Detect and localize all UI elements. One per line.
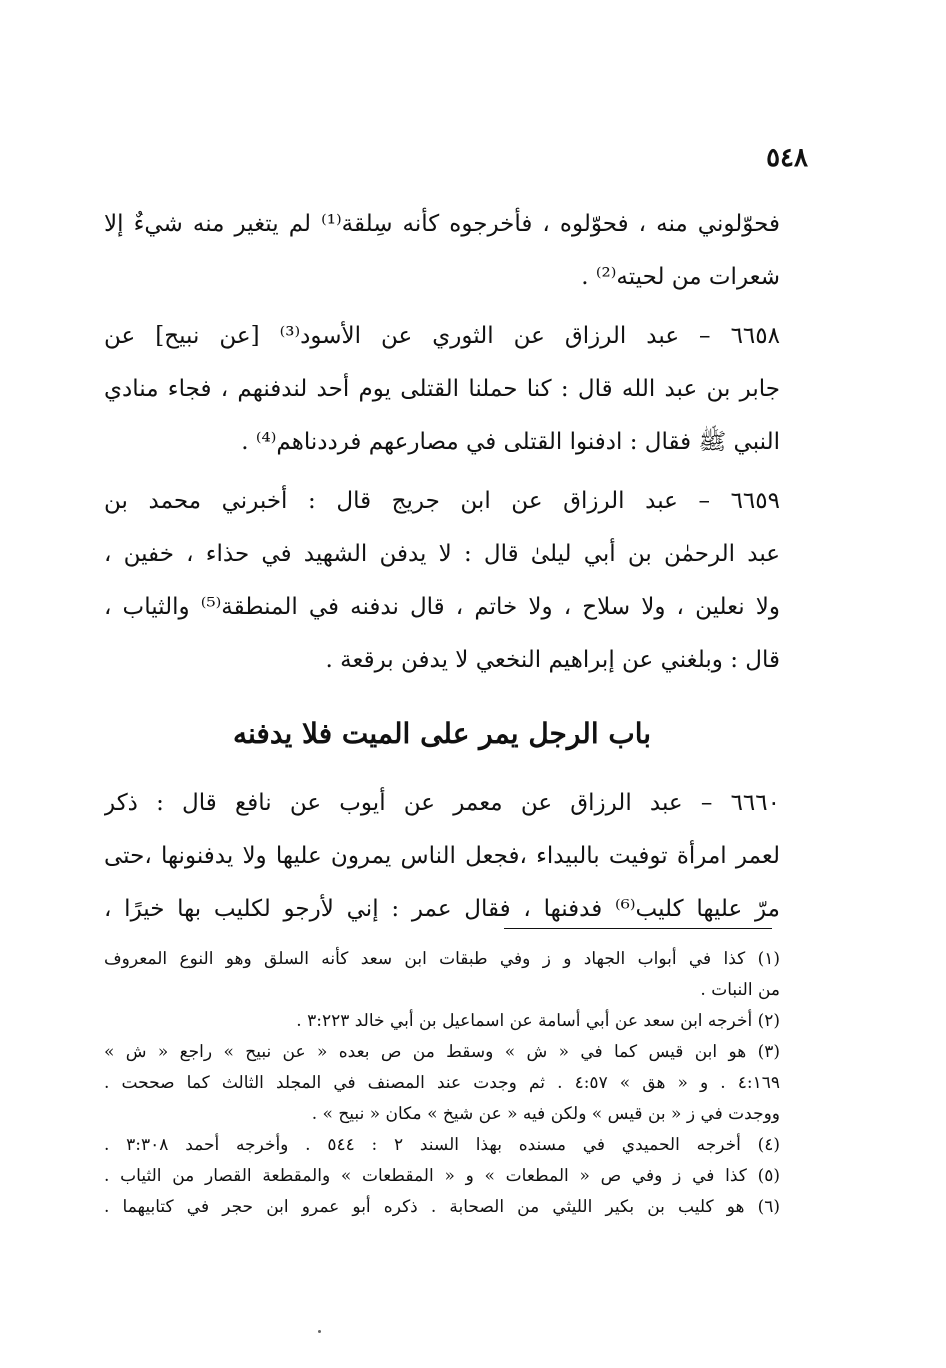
section-heading: باب الرجل يمر على الميت فلا يدفنه bbox=[232, 717, 652, 750]
footnote-2: (٢) أخرجه ابن سعد عن أبي أسامة عن اسماعيل بن أبي خالد ٣:٢٢٣ . bbox=[296, 1011, 780, 1031]
text-line: ولا نعلين ، ولا سلاح ، ولا خاتم ، قال ندفنه في المنطقة⁽⁵⁾ والثياب ، bbox=[104, 594, 780, 620]
footnotes bbox=[104, 944, 780, 1223]
page-number: ٥٤٨ bbox=[766, 143, 808, 173]
text-line: مرّ عليها كليب⁽⁶⁾ فدفنها ، فقال عمر : إني لأرجو لكليب بها خيرًا ، bbox=[104, 896, 780, 922]
footnote-line: ٤:١٦٩ . و « هق » ٤:٥٧ . ثم وجدت عند المصنف في المجلد الثالث كما صححت . bbox=[104, 1073, 780, 1093]
hadith-6659: ٦٦٥٩ – عبد الرزاق عن ابن جريج قال : أخبرني محمد بن bbox=[104, 488, 780, 514]
footnote-3: (٣) هو ابن قيس كما في « ش » وسقط من ص بعده « عن نبيح » راجع « ش » bbox=[104, 1042, 780, 1062]
footnote-line: ووجدت في ز « بن قيس » ولكن فيه « عن شيخ » مكان « نبيح » . bbox=[311, 1104, 780, 1124]
hadith-6658: ٦٦٥٨ – عبد الرزاق عن الثوري عن الأسود⁽³⁾ [عن نبيح] عن bbox=[104, 323, 780, 349]
hadith-6660: ٦٦٦٠ – عبد الرزاق عن معمر عن أيوب عن نافع قال : ذكر bbox=[104, 790, 780, 816]
footnote-divider bbox=[504, 928, 772, 929]
footnote-4: (٤) أخرجه الحميدي في مسنده بهذا السند ٢ : ٥٤٤ . وأخرجه أحمد ٣:٣٠٨ . bbox=[104, 1135, 780, 1155]
text-line: النبي ﷺ فقال : ادفنوا القتلى في مصارعهم فرددناهم⁽⁴⁾ . bbox=[241, 429, 780, 455]
text-line: شعرات من لحيته⁽²⁾ . bbox=[581, 264, 780, 290]
print-speck bbox=[318, 1330, 321, 1333]
footnote-line: من النبات . bbox=[700, 980, 780, 1000]
footnote-5: (٥) كذا في ز وفي ص « المطعات » و « المقطعات » والمقطعة القصار من الثياب . bbox=[104, 1166, 780, 1186]
text-line: عبد الرحمٰن بن أبي ليلىٰ قال : لا يدفن الشهيد في حذاء ، خفين ، bbox=[104, 541, 780, 567]
text-line: فحوّلوني منه ، فحوّلوه ، فأخرجوه كأنه سِلقة⁽¹⁾ لم يتغير منه شيءٌ إلا bbox=[104, 211, 780, 237]
footnote-1: (١) كذا في أبواب الجهاد و ز وفي طبقات ابن سعد كأنه السلق وهو النوع المعروف bbox=[104, 949, 780, 969]
text-line: لعمر امرأة توفيت بالبيداء ،فجعل الناس يمرون عليها ولا يدفنونها ،حتى bbox=[104, 843, 780, 869]
footnote-6: (٦) هو كليب بن بكير الليثي من الصحابة . ذكره أبو عمرو ابن حجر في كتابيهما . bbox=[104, 1197, 780, 1217]
main-text bbox=[104, 198, 780, 936]
text-line: قال : وبلغني عن إبراهيم النخعي لا يدفن برقعة . bbox=[325, 647, 780, 673]
text-line: جابر بن عبد الله قال : كنا حملنا القتلى يوم أحد لندفنهم ، فجاء منادي bbox=[104, 376, 780, 402]
